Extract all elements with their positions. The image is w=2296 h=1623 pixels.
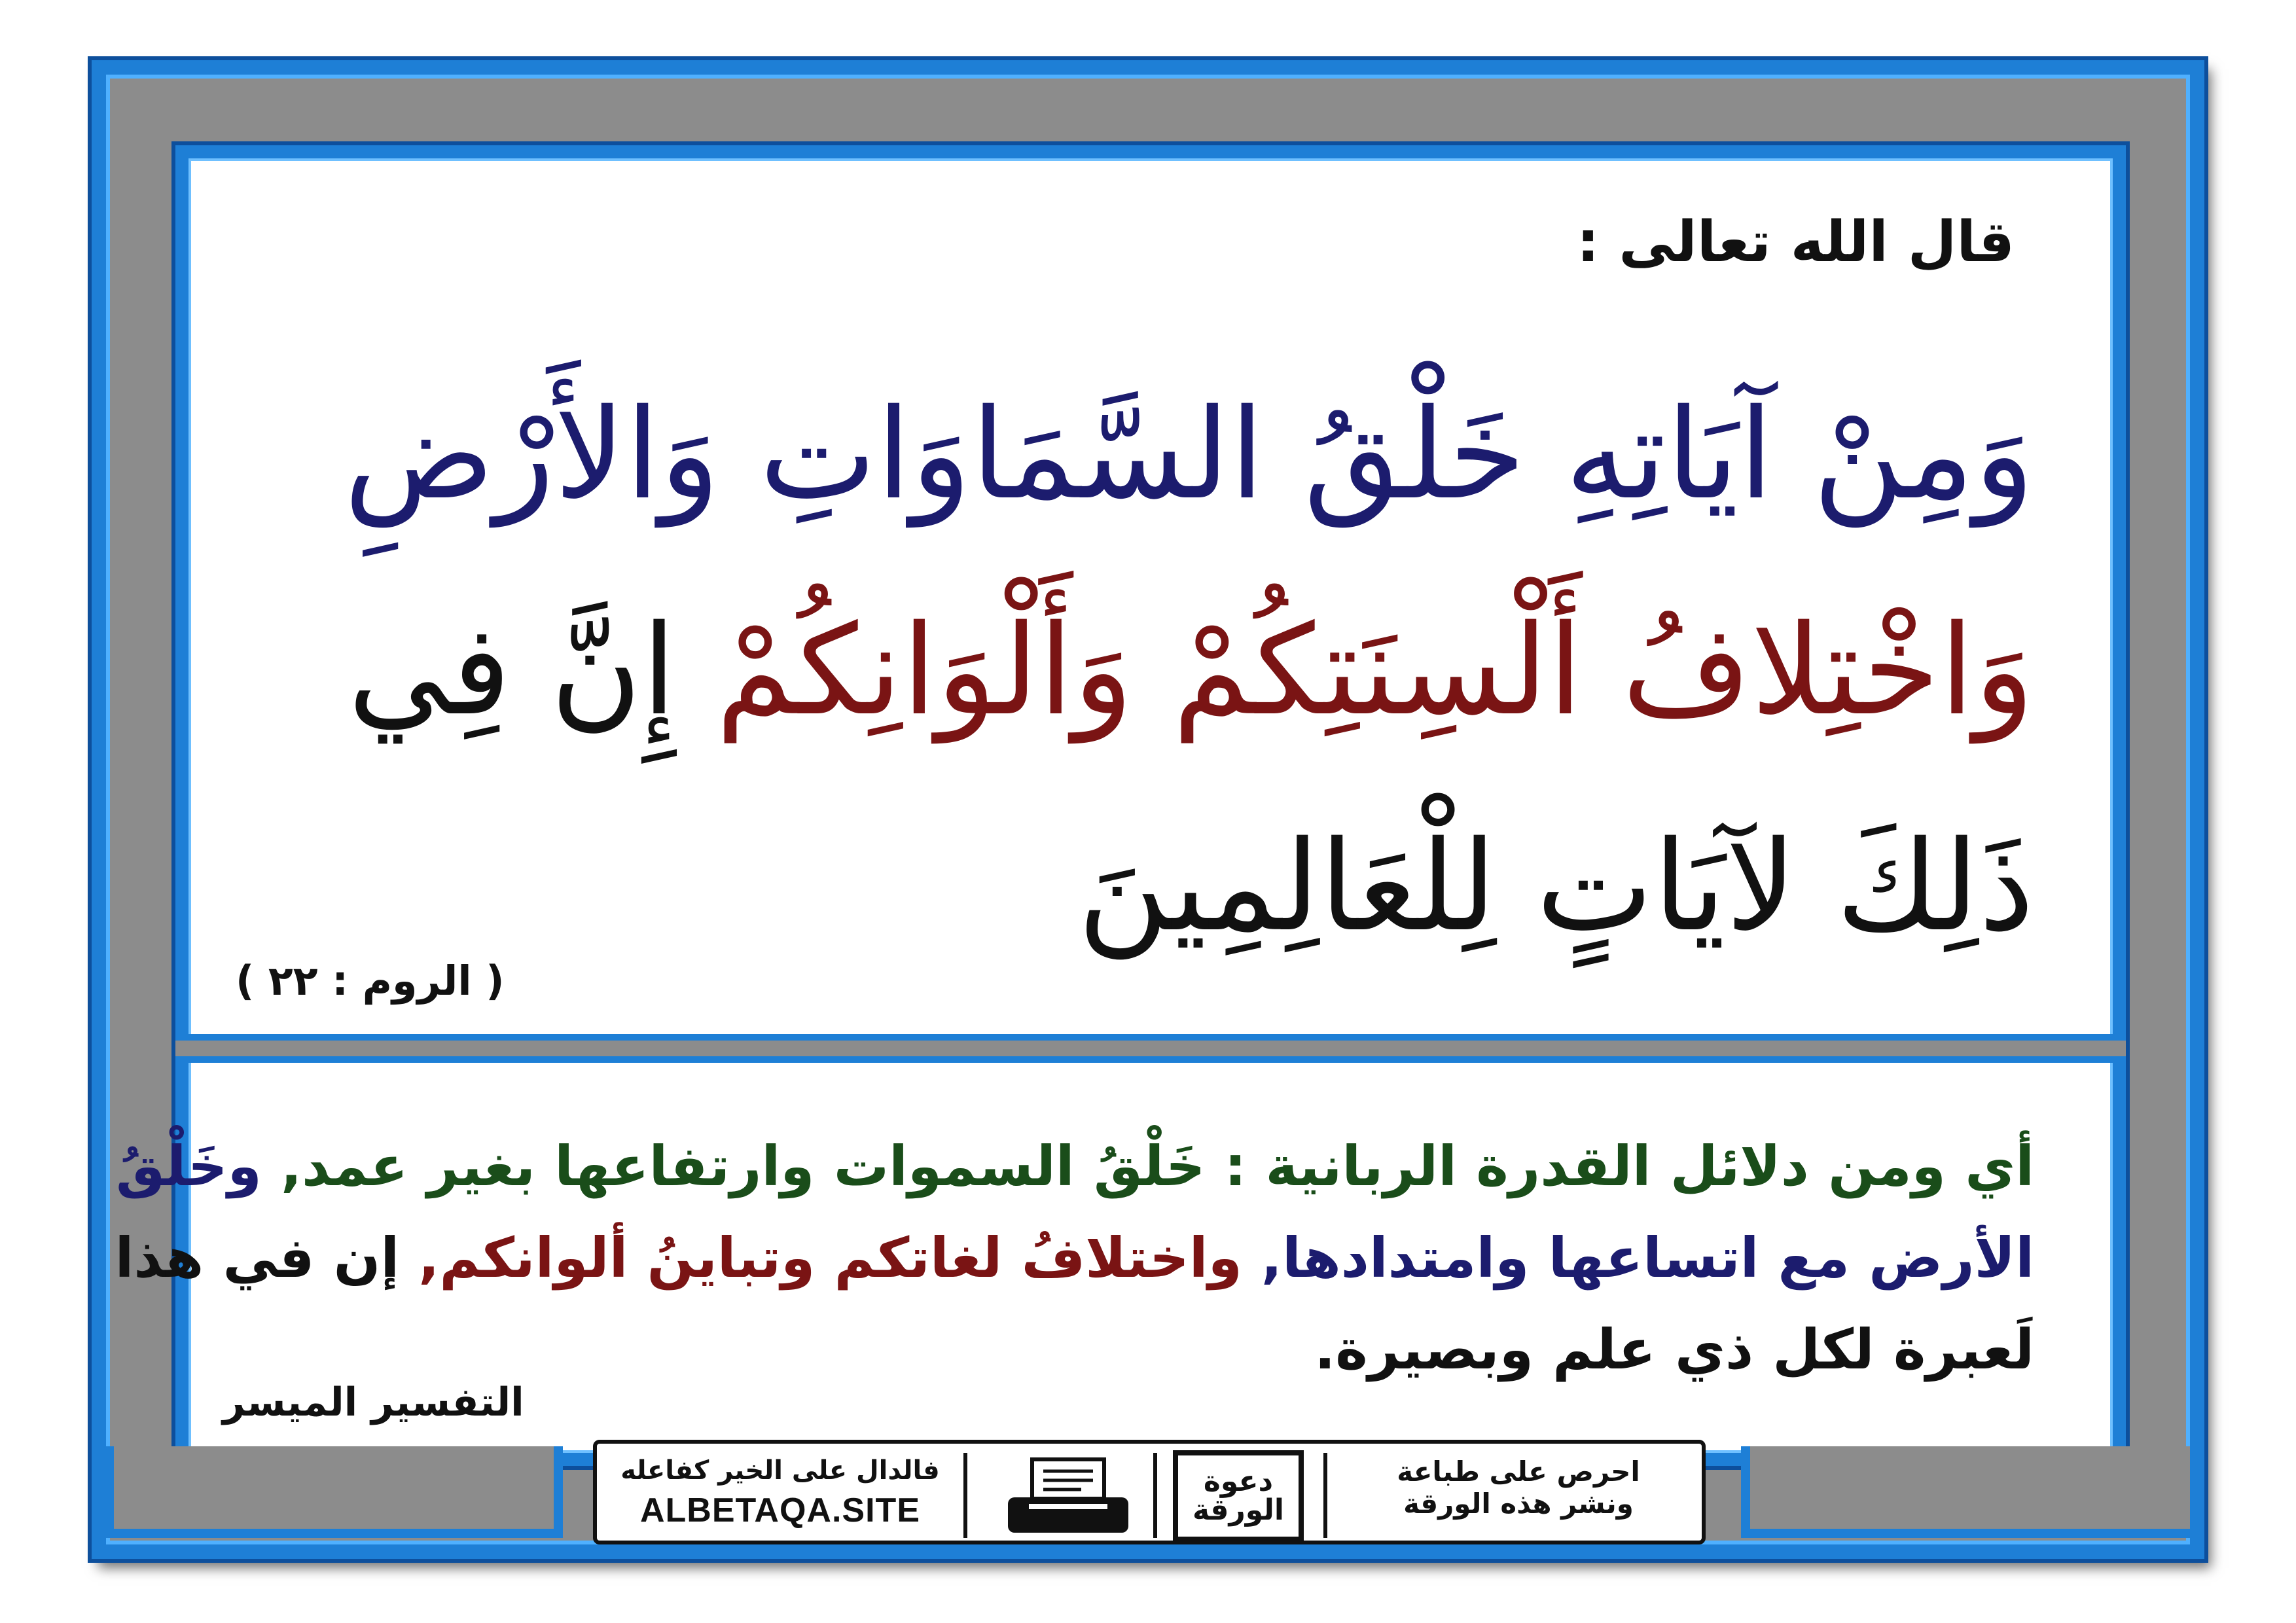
tafsir-line-2-dark: إن في هذا xyxy=(115,1226,400,1290)
logo-text-1: دعوة xyxy=(1203,1465,1274,1498)
footer-motto: فالدال على الخير كفاعله xyxy=(620,1455,940,1486)
printer-icon xyxy=(1003,1457,1134,1535)
section-divider xyxy=(175,1034,2126,1063)
intro-text: قال الله تعالى : xyxy=(1577,209,2015,275)
footer-note xyxy=(1355,1455,1682,1520)
footer-separator-2 xyxy=(1153,1453,1157,1538)
tafsir-line-1-green: أي ومن دلائل القدرة الربانية : خَلْقُ السموات وارتفاعها بغير عمد, xyxy=(281,1134,2034,1198)
tafsir-line-1-blue: وخَلْقُ xyxy=(116,1134,262,1198)
logo-text-2: الورقة xyxy=(1192,1493,1284,1527)
verse-line-2 xyxy=(348,598,2034,743)
tafsir-line-2-blue: الأرض مع اتساعها وامتدادها, xyxy=(1261,1226,2034,1290)
tafsir-line-2-red: واختلافُ لغاتكم وتباينُ ألوانكم, xyxy=(418,1226,1242,1290)
footer-note-line-1: احرص على طباعة xyxy=(1397,1455,1640,1488)
tafsir-line-2 xyxy=(115,1226,2034,1290)
verse-line-3: ذَلِكَ لآيَاتٍ لِلْعَالِمِينَ xyxy=(1077,814,2034,959)
footer-note-line-2: ونشر هذه الورقة xyxy=(1403,1488,1634,1520)
footer-frame-right xyxy=(1741,1446,2199,1538)
tafsir-line-3: لَعبرة لكل ذي علم وبصيرة. xyxy=(1314,1317,2034,1382)
verse-reference: ( الروم : ٢٢ ) xyxy=(236,957,505,1005)
verse-line-2-dark: إِنَّ فِي xyxy=(348,598,677,743)
dawa-logo xyxy=(1173,1450,1304,1542)
footer-separator-1 xyxy=(963,1453,967,1538)
verse-line-2-red: وَاخْتِلافُ أَلْسِنَتِكُمْ وَأَلْوَانِكُمْ xyxy=(715,598,2034,743)
verse-line-1: وَمِنْ آيَاتِهِ خَلْقُ السَّمَاوَاتِ وَالأَرْضِ xyxy=(344,382,2034,527)
footer-site-block xyxy=(617,1455,944,1530)
footer-frame-left xyxy=(105,1446,563,1538)
footer-site-link[interactable]: ALBETAQA.SITE xyxy=(639,1491,921,1529)
tafsir-line-1 xyxy=(116,1134,2034,1198)
footer-badge xyxy=(593,1440,1706,1544)
footer-separator-3 xyxy=(1323,1453,1327,1538)
tafsir-source: التفسير الميسر xyxy=(223,1380,524,1425)
